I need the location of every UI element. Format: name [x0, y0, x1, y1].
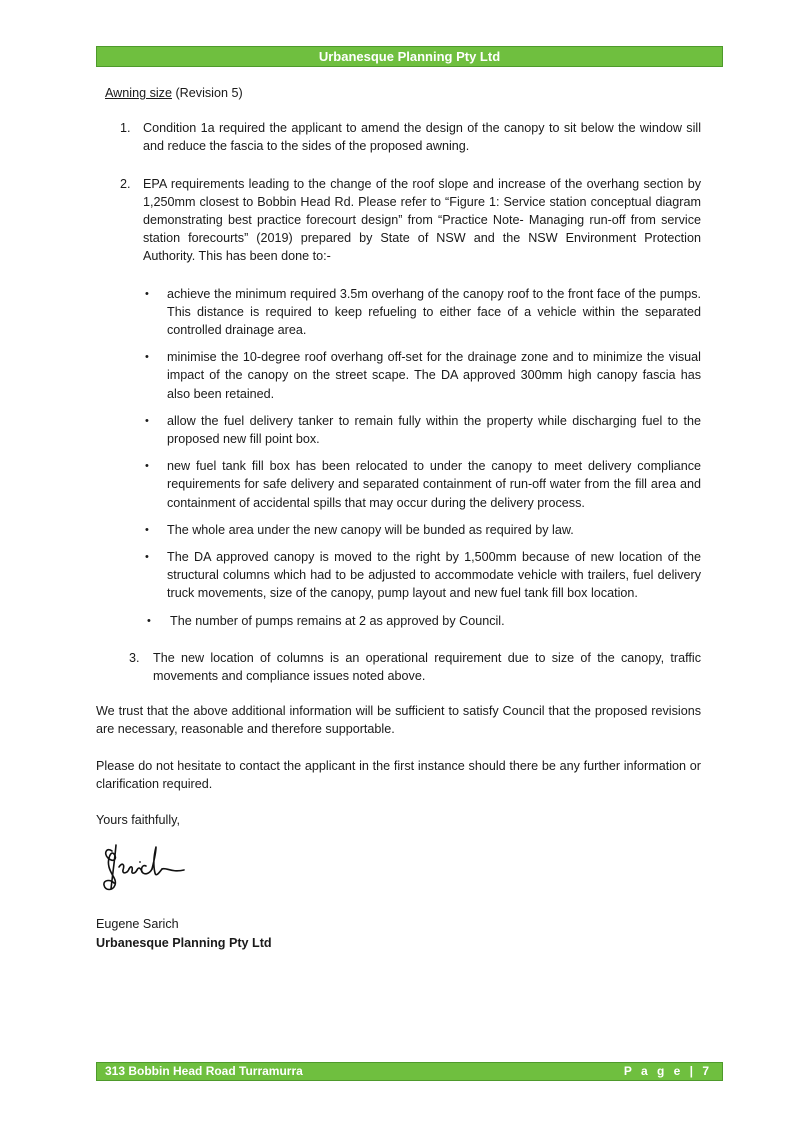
page-header-band	[96, 46, 723, 67]
item-text: Condition 1a required the applicant to amend the design of the canopy to sit below the window sill and reduce the fascia to the sides of the proposed awning.	[143, 121, 701, 154]
bullet-dot-icon: •	[147, 614, 151, 627]
header-company-name: Urbanesque Planning Pty Ltd	[318, 49, 501, 64]
section-heading	[105, 84, 701, 102]
signatory-name: Eugene Sarich	[96, 917, 179, 932]
item-text: EPA requirements leading to the change of the roof slope and increase of the overhang section by 1,250mm closest to Bobbin Head Rd. Please refer to “Figure 1: Service station conceptual diagram demonstrating best practice forecourt design” from “Practice Note- Managing run-off from service station forecourts” (2019) prepared by State of NSW and the NSW Environment Protection Authority. This has been done to:-	[143, 176, 701, 264]
bullet-item	[96, 348, 701, 403]
bullet-text: new fuel tank fill box has been relocated to under the canopy to meet delivery compliance requirements for safe delivery and separated containment of run-off water from the fill area and containment of accidental spills that may occur during the delivery process.	[167, 459, 701, 510]
salutation: Yours faithfully,	[96, 813, 181, 828]
bullet-text: The number of pumps remains at 2 as approved by Council.	[170, 613, 505, 628]
bullet-item	[96, 412, 701, 448]
closing-paragraph-2: Please do not hesitate to contact the applicant in the first instance should there be any further information or clarification required.	[96, 758, 701, 791]
bullet-text: achieve the minimum required 3.5m overhang of the canopy roof to the front face of the pumps. This distance is required to keep refueling to either face of a vehicle within the separated controlled drainage area.	[167, 286, 701, 338]
bullet-dot-icon: •	[145, 460, 149, 473]
numbered-item-3	[96, 649, 701, 685]
bullet-item	[96, 548, 701, 603]
item-text: The new location of columns is an operational requirement due to size of the canopy, traffic movements and compliance issues noted above.	[153, 650, 701, 684]
signature-image	[98, 837, 188, 899]
bullet-text: minimise the 10-degree roof overhang off-set for the drainage zone and to minimize the visual impact of the canopy on the street scape. The DA approved 300mm high canopy fascia has also been retained.	[167, 350, 701, 401]
bullet-dot-icon: •	[145, 351, 149, 364]
page-footer-band	[96, 1062, 723, 1081]
bullet-item	[96, 457, 701, 512]
footer-address: 313 Bobbin Head Road Turramurra	[105, 1064, 303, 1078]
bullet-item	[96, 285, 701, 340]
document-body	[96, 84, 701, 952]
item-marker: 2.	[120, 176, 131, 191]
item-marker: 3.	[129, 650, 140, 665]
section-heading-underlined: Awning size	[105, 86, 172, 100]
bullet-dot-icon: •	[145, 287, 149, 300]
signatory-company: Urbanesque Planning Pty Ltd	[96, 935, 272, 950]
closing-paragraph-1: We trust that the above additional information will be sufficient to satisfy Council that the proposed revisions are necessary, reasonable and therefore supportable.	[96, 704, 701, 737]
bullet-dot-icon: •	[145, 551, 149, 564]
bullet-dot-icon: •	[145, 414, 149, 427]
numbered-item-1	[96, 119, 701, 155]
section-heading-revision: (Revision 5)	[171, 86, 243, 100]
bullet-item	[96, 521, 701, 539]
bullet-list	[96, 285, 701, 630]
bullet-text: The DA approved canopy is moved to the right by 1,500mm because of new location of the structural columns which had to be adjusted to accommodate vehicle with trailers, fuel delivery truck movements, size of the canopy, pump layout and new fuel tank fill box location.	[167, 550, 701, 601]
bullet-dot-icon: •	[145, 523, 149, 536]
bullet-text: allow the fuel delivery tanker to remain fully within the property while discharging fuel to the proposed new fill point box.	[167, 413, 701, 447]
item-marker: 1.	[120, 121, 131, 136]
numbered-item-2	[96, 175, 701, 266]
bullet-text: The whole area under the new canopy will be bunded as required by law.	[167, 522, 574, 537]
footer-page-number: P a g e | 7	[623, 1064, 712, 1078]
bullet-item	[96, 612, 701, 630]
